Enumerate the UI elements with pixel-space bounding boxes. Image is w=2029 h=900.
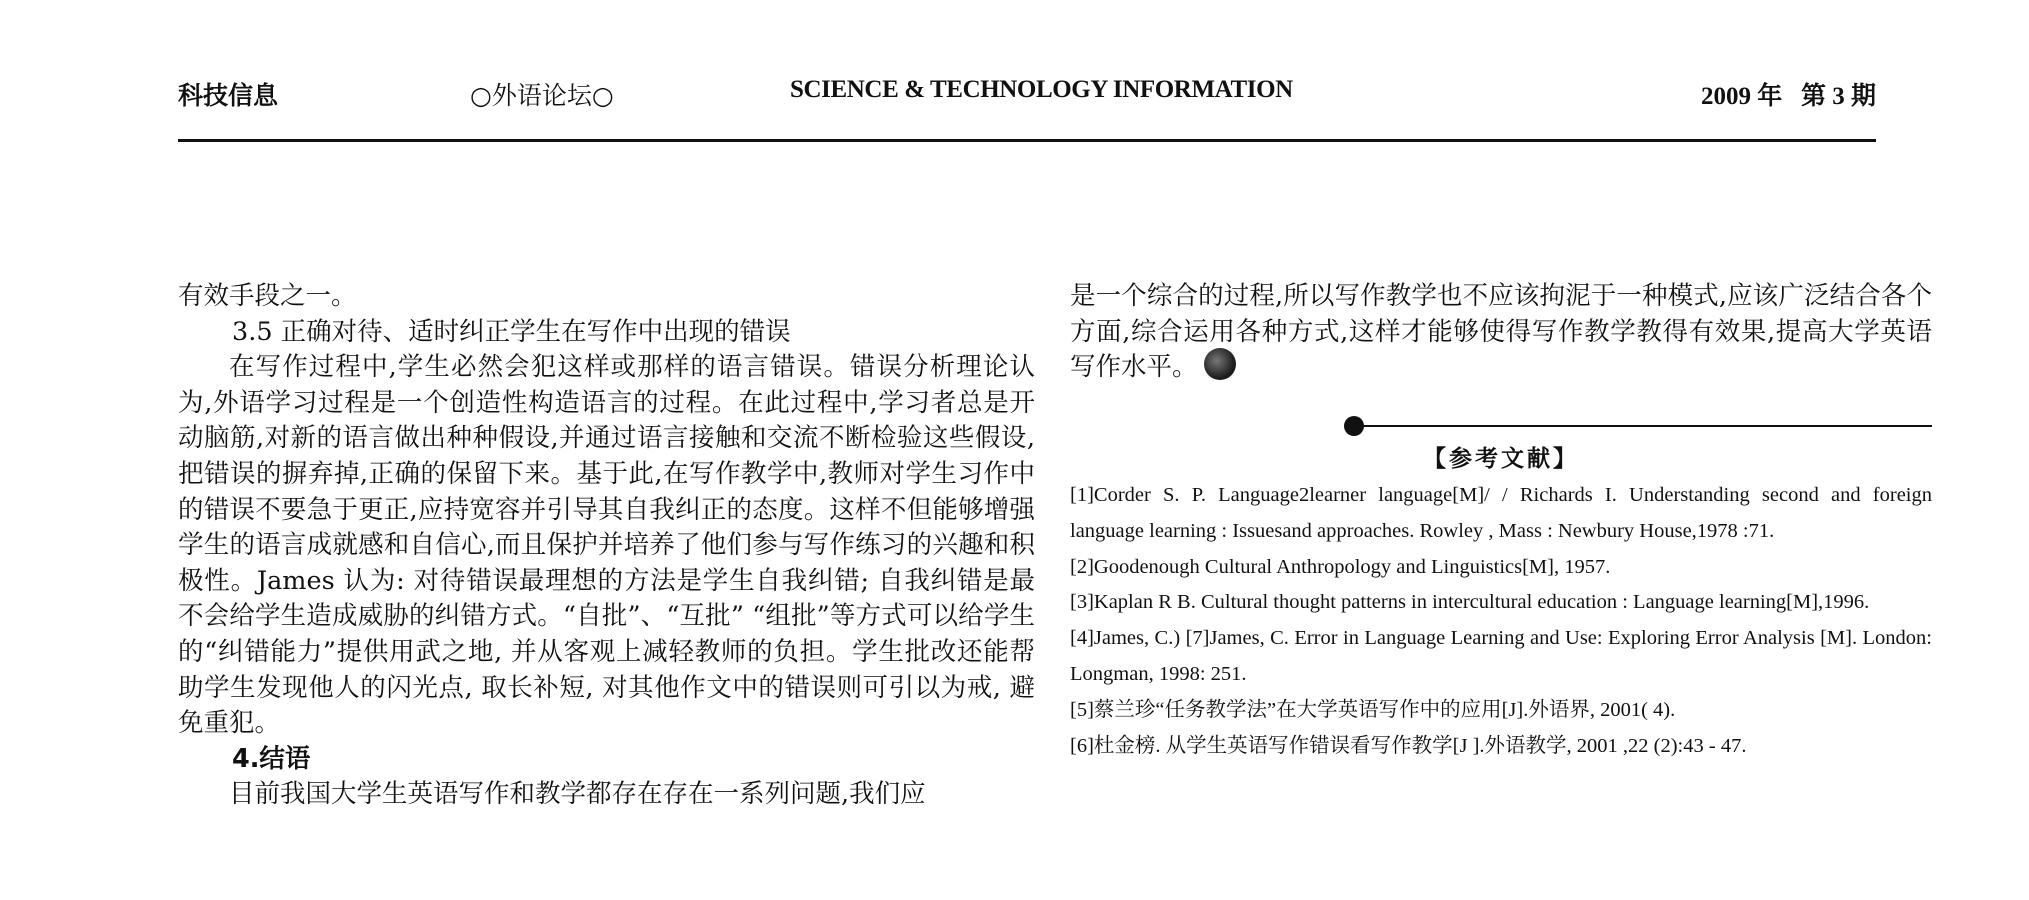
header-journal-name: SCIENCE & TECHNOLOGY INFORMATION [790,76,1293,103]
reference-item: [2]Goodenough Cultural Anthropology and Linguistics[M], 1957. [1070,555,1611,578]
references-list [1070,478,1932,764]
reference-item: [1]Corder S. P. Language2learner language[M]/ / Richards I. Understanding second and foreign language learning : Issuesand approaches. Rowley , Mass : Newbury House,1978 :71. [1070,484,1932,542]
body-paragraph: 在写作过程中,学生必然会犯这样或那样的语言错误。错误分析理论认为,外语学习过程是一个创造性构造语言的过程。在此过程中,学习者总是开动脑筋,对新的语言做出种种假设,并通过语言接触和交流不断检验这些假设,把错误的摒弃掉,正确的保留下来。基于此,在写作教学中,教师对学生习作中的错误不要急于更正,应持宽容并引导其自我纠正的态度。这样不但能够增强学生的语言成就感和自信心,而且保护并培养了他们参与写作练习的兴趣和积极性。James 认为: 对待错误最理想的方法是学生自我纠错; 自我纠错是最不会给学生造成威胁的纠错方式。“自批”、“互批” “组批”等方式可以给学生的“纠错能力”提供用武之地, 并从客观上减轻教师的负担。学生批改还能帮助学生发现他人的闪光点, 取长补短, 对其他作文中的错误则可引以为戒, 避免重犯。 [178,352,1035,739]
continued-text-line: 有效手段之一。 [178,281,357,311]
right-column [1070,279,1932,386]
paragraph-text: 是一个综合的过程,所以写作教学也不应该拘泥于一种模式,应该广泛结合各个方面,综合运用各种方式,这样才能够使得写作教学教得有效果,提高大学英语写作水平。 [1070,281,1932,383]
article-end-mark-icon [1204,348,1236,380]
reference-item: [5]蔡兰珍“任务教学法”在大学英语写作中的应用[J].外语界, 2001( 4). [1070,698,1676,721]
header-section-name: ○外语论坛○ [470,81,614,110]
header-left-title: 科技信息 [178,81,279,110]
header-issue: 2009 年 第 3 期 [1700,83,1876,110]
subsection-heading: 3.5 正确对待、适时纠正学生在写作中出现的错误 [232,316,791,347]
references-title: 【参考文献】 [1423,446,1579,472]
header-rule [178,139,1876,142]
reference-item: [6]杜金榜. 从学生英语写作错误看写作教学[J ].外语教学, 2001 ,22 (2):43 - 47. [1070,734,1747,757]
reference-item: [4]James, C.) [7]James, C. Error in Language Learning and Use: Exploring Error Analysis [M]. London: Longman, 1998: 251. [1070,627,1932,685]
section-heading: 4.结语 [232,743,311,774]
references-divider [1354,425,1932,427]
body-paragraph-start: 目前我国大学生英语写作和教学都存在存在一系列问题,我们应 [229,779,926,810]
body-paragraph-continued [1070,279,1932,386]
left-column [178,279,1035,813]
reference-item: [3]Kaplan R B. Cultural thought patterns in intercultural education : Language learning[M],1996. [1070,591,1870,614]
page-header [178,76,1876,112]
